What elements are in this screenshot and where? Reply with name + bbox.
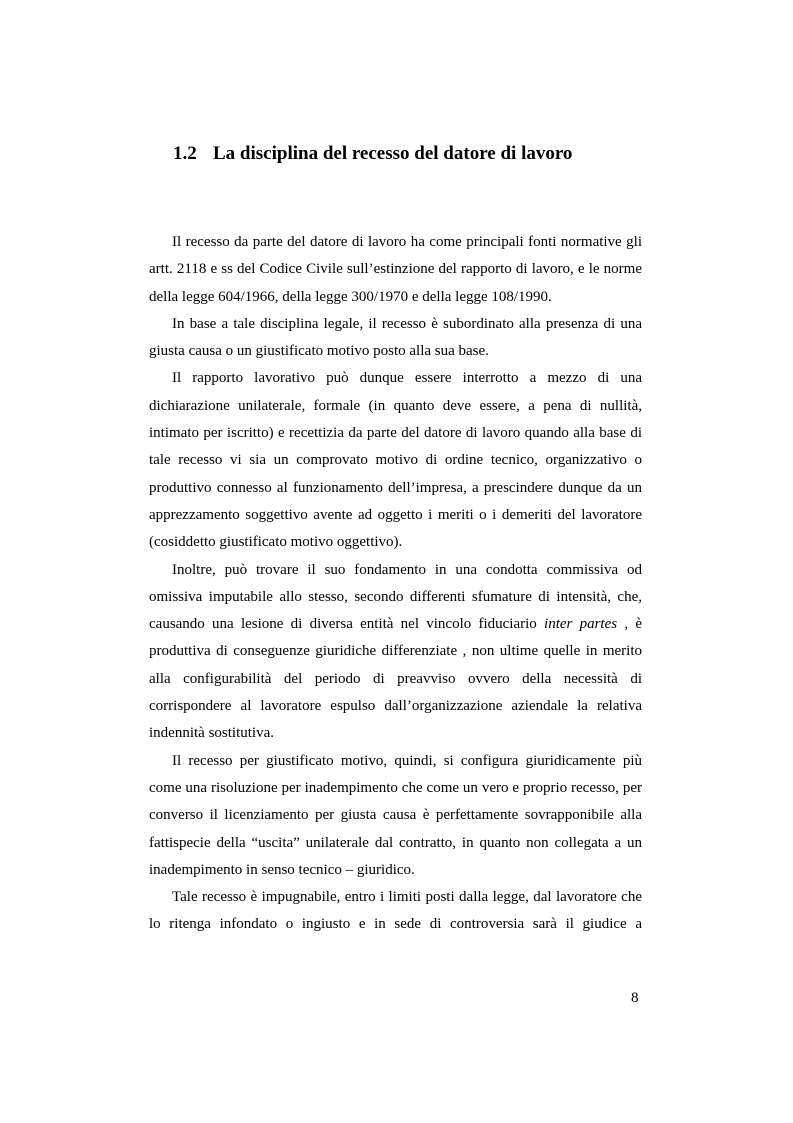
paragraph-text: Inoltre, può trovare il suo fondamento in una condotta commissiva od omissiva imputabile allo stesso, secondo differenti sfumature di intensità, che, causando una lesione di diversa entità nel vincolo fiduciario <box>149 561 642 633</box>
italic-term: inter partes <box>544 616 618 633</box>
paragraph: Tale recesso è impugnabile, entro i limiti posti dalla legge, dal lavoratore che lo ritenga infondato o ingiusto e in sede di controversia sarà il giudice a <box>149 889 642 933</box>
section-title: La disciplina del recesso del datore di lavoro <box>213 143 573 164</box>
body-text <box>149 229 642 939</box>
paragraph-text: , è produttiva di conseguenze giuridiche differenziate , non ultime quelle in merito alla configurabilità del periodo di preavviso ovvero della necessità di corrispondere al lavoratore espulso dall’organizzazione aziendale la relativa indennità sostitutiva. <box>149 616 643 742</box>
paragraph: In base a tale disciplina legale, il recesso è subordinato alla presenza di una giusta causa o un giustificato motivo posto alla sua base. <box>149 315 642 360</box>
paragraph: Il recesso da parte del datore di lavoro ha come principali fonti normative gli artt. 2118 e ss del Codice Civile sull’estinzione del rapporto di lavoro, e le norme della legge 604/1966, della legge 300/1970 e della legge 108/1990. <box>149 234 642 305</box>
paragraph: Il recesso per giustificato motivo, quindi, si configura giuridicamente più come una risoluzione per inadempimento che come un vero e proprio recesso, per converso il licenziamento per giusta causa è perfettamente sovrapponibile alla fattispecie della “uscita” unilaterale dal contratto, in quanto non collegata a un inadempimento in senso tecnico – giuridico. <box>149 752 642 878</box>
paragraph <box>149 557 642 748</box>
section-number: 1.2 <box>173 143 197 164</box>
paragraph: Il rapporto lavorativo può dunque essere interrotto a mezzo di una dichiarazione unilaterale, formale (in quanto deve essere, a pena di nullità, intimato per iscritto) e recettizia da parte del datore di lavoro quando alla base di tale recesso vi sia un comprovato motivo di ordine tecnico, organizzativo o produttivo connesso al funzionamento dell’impresa, a prescindere dunque da un apprezzamento soggettivo avente ad oggetto i meriti o i demeriti del lavoratore (cosiddetto giustificato motivo oggettivo). <box>149 370 642 551</box>
section-heading <box>173 143 572 165</box>
page-number: 8 <box>631 990 639 1006</box>
